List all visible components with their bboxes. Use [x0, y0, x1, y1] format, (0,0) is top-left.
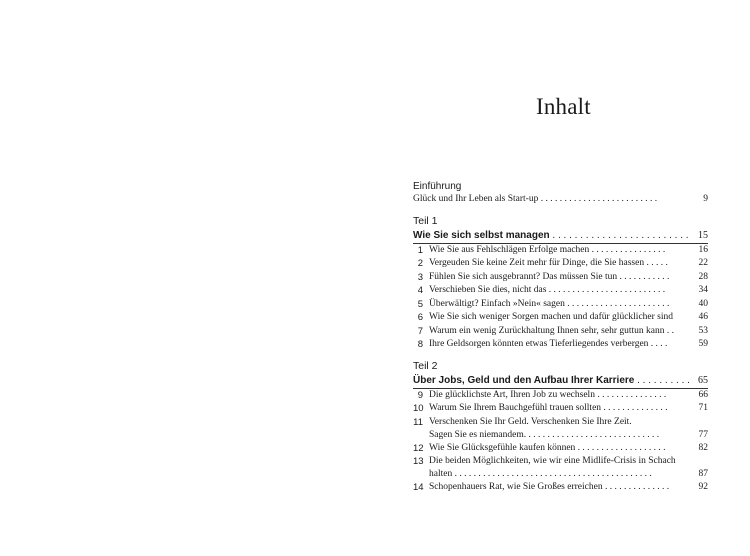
- toc-entry[interactable]: [413, 325, 708, 339]
- entry-title: Glück und Ihr Leben als Start-up: [413, 194, 539, 204]
- toc-entry[interactable]: [413, 284, 708, 298]
- part-heading: Über Jobs, Geld und den Aufbau Ihrer Karriere: [413, 374, 635, 386]
- entry-title: Wie Sie aus Fehlschlägen Erfolge machen: [429, 244, 590, 255]
- toc-entry[interactable]: [413, 481, 708, 495]
- entry-title: Verschieben Sie dies, nicht das: [429, 285, 547, 295]
- page-number: 82: [698, 442, 708, 453]
- page-number: 71: [698, 403, 708, 413]
- leader-dots: . . . . . . . . . . . . . . . . . . .: [575, 442, 666, 453]
- page-number: 28: [698, 271, 708, 282]
- entry-title: Wie Sie sich weniger Sorgen machen und dafür glücklicher sind: [429, 312, 673, 322]
- leader-dots: . . . . . . . . . . . . . .: [602, 482, 670, 492]
- entry-title: Vergeuden Sie keine Zeit mehr für Dinge, die Sie hassen: [429, 258, 645, 268]
- chapter-number: 5: [417, 298, 423, 310]
- leader-dots: . . . . . . . . . . . . . . . . . . . . . . . . .: [538, 194, 658, 204]
- toc-entry[interactable]: [413, 389, 708, 403]
- page-number: 9: [703, 194, 708, 204]
- leader-dots: . . . . . . . . . . . . . . . . . . . . . . . . .: [546, 285, 666, 295]
- page-number: 65: [698, 374, 708, 386]
- chapter-number: 4: [417, 285, 423, 296]
- toc-part1-heading[interactable]: [413, 228, 708, 244]
- page-number: 77: [698, 429, 708, 440]
- leader-dots: . . . . . . . . . . . . . . . . . . . . . . . . . . . .: [526, 429, 660, 440]
- toc-entry[interactable]: [413, 311, 708, 325]
- leader-dots: . . . . . . . . . . .: [617, 271, 670, 282]
- chapter-number: 2: [417, 258, 423, 269]
- page-number: 66: [698, 389, 708, 400]
- toc-entry[interactable]: [413, 257, 708, 271]
- toc-entry[interactable]: [413, 338, 708, 352]
- chapter-number: 10: [413, 403, 424, 414]
- toc-entry[interactable]: [413, 244, 708, 258]
- page-number: 34: [698, 285, 708, 295]
- chapter-number: 11: [413, 416, 423, 428]
- table-of-contents: [413, 180, 708, 495]
- chapter-number: 8: [417, 339, 423, 350]
- toc-part2-heading[interactable]: [413, 373, 708, 389]
- leader-dots: . .: [664, 325, 675, 336]
- chapter-number: 7: [417, 325, 423, 337]
- toc-entry-intro[interactable]: [413, 193, 708, 207]
- chapter-number: 14: [413, 482, 424, 493]
- entry-title: Wie Sie Glücksgefühle kaufen können: [429, 442, 576, 453]
- entry-title-line2: Sagen Sie es niemandem.: [429, 429, 527, 440]
- entry-title: Warum Sie Ihrem Bauchgefühl trauen sollten: [429, 403, 602, 413]
- page-number: 92: [698, 482, 708, 492]
- entry-title: Warum ein wenig Zurückhaltung Ihnen sehr, sehr guttun kann: [429, 325, 665, 336]
- entry-title: Schopenhauers Rat, wie Sie Großes erreichen: [429, 482, 603, 492]
- page-number: 46: [698, 312, 708, 322]
- leader-dots: . . . . . . . . . .: [634, 374, 690, 386]
- leader-dots: . . . . . . . . . . . . . . . . . . . . . . . . . . . . . . . . . . . . . . . . . .: [452, 469, 652, 479]
- entry-title: Überwältigt? Einfach »Nein« sagen: [429, 298, 565, 309]
- toc-entry[interactable]: [413, 298, 708, 312]
- page-number: 22: [698, 258, 708, 268]
- chapter-number: 3: [417, 271, 423, 283]
- chapter-number: 9: [417, 389, 423, 401]
- part-heading: Wie Sie sich selbst managen: [413, 229, 550, 241]
- entry-title-line1: Verschenken Sie Ihr Geld. Verschenken Sie Ihre Zeit.: [429, 416, 632, 427]
- page-number: 16: [698, 244, 708, 255]
- toc-entry[interactable]: [413, 442, 708, 456]
- entry-title-line1: Die beiden Möglichkeiten, wie wir eine Midlife-Crisis in Schach: [429, 456, 676, 466]
- chapter-number: 12: [413, 442, 424, 454]
- part1-label: Teil 1: [413, 214, 438, 227]
- toc-entry[interactable]: [413, 402, 708, 416]
- page-number: 87: [698, 469, 708, 479]
- leader-dots: . . . . . . . . . . . . . . .: [594, 389, 667, 400]
- intro-label: Einführung: [413, 181, 462, 192]
- leader-dots: . . . . . . . . . . . . . . . . . . . . . . . . .: [549, 229, 689, 241]
- leader-dots: . . . . . . . . . . . . . . . .: [589, 244, 666, 255]
- toc-entry[interactable]: [413, 455, 708, 481]
- toc-entry[interactable]: [413, 271, 708, 285]
- entry-title: Ihre Geldsorgen könnten etwas Tieferliegendes verbergen: [429, 339, 649, 349]
- leader-dots: . . . .: [648, 339, 668, 349]
- chapter-number: 13: [413, 456, 424, 467]
- page-number: 53: [698, 325, 708, 336]
- leader-dots: . . . . .: [644, 258, 668, 268]
- page-number: 40: [698, 298, 708, 309]
- leader-dots: . . . . . . . . . . . . . . . . . . . . . .: [564, 298, 670, 309]
- entry-title: Fühlen Sie sich ausgebrannt? Das müssen Sie tun: [429, 271, 618, 282]
- chapter-number: 1: [417, 244, 423, 256]
- toc-entry[interactable]: [413, 416, 708, 442]
- leader-dots: . . . . . . . . . . . . . .: [601, 403, 668, 413]
- chapter-number: 6: [417, 312, 423, 323]
- entry-title-line2: halten: [429, 469, 453, 479]
- page-number: 15: [698, 229, 708, 241]
- page-number: 59: [698, 339, 708, 349]
- part2-label: Teil 2: [413, 359, 438, 372]
- entry-title: Die glücklichste Art, Ihren Job zu wechseln: [429, 389, 595, 400]
- page-title: Inhalt: [536, 94, 591, 119]
